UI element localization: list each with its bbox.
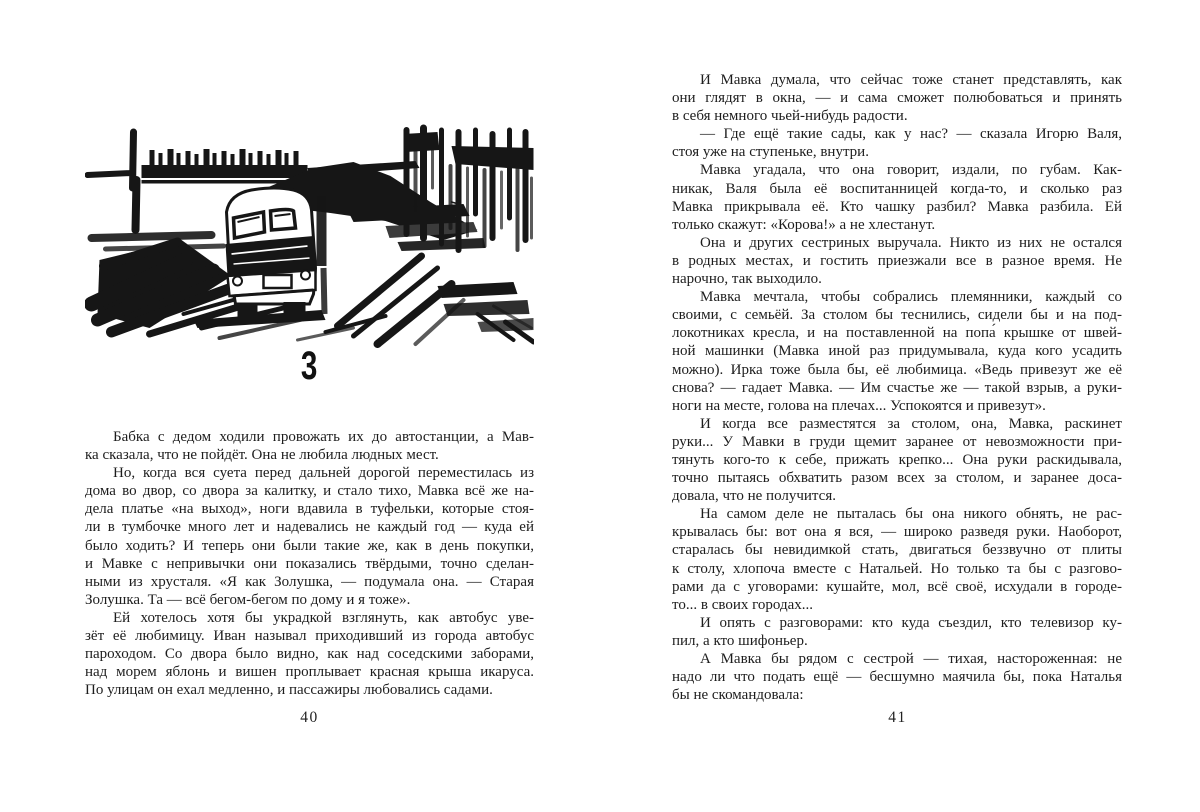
text-line: в родных местах, и гостить приезжали все в разное время. Не <box>672 252 1122 269</box>
paragraph <box>672 161 1122 233</box>
left-text-block <box>85 428 534 699</box>
text-line: было ходить? И теперь они были такие же, как в день покупки, <box>85 537 534 554</box>
text-line: довала, что не получится. <box>672 488 836 505</box>
text-line: ноги на месте, голова на плечах... Успокоятся и привезут». <box>672 397 1046 414</box>
text-line: Мавка угадала, что она говорит, издали, по губам. Как- <box>700 162 1122 179</box>
text-line: А Мавка бы рядом с сестрой — тихая, настороженная: не <box>700 651 1122 667</box>
page-number-left: 40 <box>300 709 319 726</box>
text-line: И Мавка думала, что сейчас тоже станет представлять, как <box>700 72 1122 88</box>
page-number-right: 41 <box>888 709 907 726</box>
text-line: старалась бы невидимкой стать, двигаться беззвучно от плиты <box>672 542 1122 559</box>
right-text-block <box>672 71 1122 704</box>
paragraph <box>85 609 534 699</box>
text-line: стоя уже на ступеньке, внутри. <box>672 144 869 161</box>
text-line: снова? — гадает Мавка. — Им счастье же — такой взрыв, а руки- <box>672 379 1122 396</box>
text-line: Мавка мечтала, чтобы собрались племянники, каждый со <box>700 289 1122 306</box>
text-line: рами да с уговорами: кушайте, мол, всё своё, исхудали в городе- <box>672 578 1122 595</box>
text-line: Но, когда вся суета перед дальней дорогой переместилась из <box>113 465 534 482</box>
text-line: зёт её любимицу. Иван называл приходивший из города автобус <box>85 628 534 645</box>
text-line: тянуть кого-то к себе, прижать крепко... Она руки раскидывала, <box>672 451 1122 468</box>
text-line: своими, с семьёй. За столом бы теснились, сидели бы и на под- <box>672 307 1122 324</box>
text-line: нарочно, так выходило. <box>672 271 822 288</box>
text-line: надо ли что подать ещё — бесшумно маячила бы, пока Наталья <box>672 669 1122 686</box>
text-line: ными из хрусталя. «Я как Золушка, — подумала она. — Старая <box>85 573 534 590</box>
text-line: к столу, хлопоча вместе с Натальей. Но только та бы с разгово- <box>672 560 1122 577</box>
text-line: над морем яблонь и вишен проплывает красная крыша икаруса. <box>85 664 534 681</box>
text-line: бы не скомандовала: <box>672 687 804 704</box>
text-line: Бабка с дедом ходили провожать их до автостанции, а Мав- <box>113 429 534 445</box>
text-line: и Мавке с непривычки они показались твёрдыми, точно сделан- <box>85 555 534 572</box>
text-line: пароходом. Со двора было видно, как над соседскими заборами, <box>85 646 534 663</box>
text-line: они глядят в окна, — и сама сможет полюбоваться и принять <box>672 90 1122 107</box>
text-line: руки... У Мавки в груди щемит заранее от невозможности при- <box>672 433 1122 450</box>
text-line: никак, Валя была её воспитанницей когда-то, и сколько раз <box>672 180 1122 197</box>
text-line: локотниках кресла, и на поставленной на попа́ крышке от швей- <box>672 325 1122 342</box>
paragraph <box>672 650 1122 704</box>
text-line: ной машинки (Мавка иной раз придумывала, куда кого усадить <box>672 343 1122 360</box>
text-line: И когда все разместятся за столом, она, Мавка, раскинет <box>700 415 1122 432</box>
text-line: Она и других сестриных выручала. Никто из них не остался <box>700 234 1122 251</box>
text-line: точно пытаясь обхватить разом всех за столом, и заранее доса- <box>672 470 1122 487</box>
paragraph <box>672 71 1122 125</box>
paragraph <box>672 288 1122 415</box>
text-line: пил, а кто шифоньер. <box>672 632 808 649</box>
paragraph <box>672 234 1122 288</box>
paragraph <box>672 415 1122 505</box>
text-line: крывалась бы: вот она я вся, — широко разведя руки. Наоборот, <box>672 524 1122 541</box>
paragraph <box>85 428 534 464</box>
paragraph <box>672 125 1122 161</box>
bus-illustration-svg <box>85 118 534 348</box>
text-line: Ей хотелось хотя бы украдкой взглянуть, как автобус уве- <box>113 609 534 626</box>
text-line: ка сказала, что не пойдёт. Она не любила людных мест. <box>85 447 439 464</box>
text-line: только скажут: «Корова!» а не хлестанут. <box>672 216 936 233</box>
text-line: И опять с разговорами: кто куда съездил, кто телевизор ку- <box>700 614 1122 631</box>
paragraph <box>672 614 1122 650</box>
paragraph <box>672 505 1122 614</box>
chapter-number: 3 <box>301 344 318 388</box>
text-line: На самом деле не пыталась бы она никого обнять, не рас- <box>700 506 1122 523</box>
text-line: Мавка прикрывала её. Кто чашку разбил? Мавка разбила. Ей <box>672 198 1122 215</box>
text-line: можно). Ирка тоже была бы, её любимица. «Ведь привезут же её <box>672 361 1122 378</box>
text-line: то... в своих городах... <box>672 596 813 613</box>
text-line: ли в тумбочке много лет и надевались не каждый год — куда ей <box>85 519 534 536</box>
text-line: — Где ещё такие сады, как у нас? — сказала Игорю Валя, <box>700 126 1122 143</box>
bus-illustration <box>85 118 534 348</box>
text-line: дома во двор, со двора за калитку, и стало тихо, Мавка всё же на- <box>85 483 534 500</box>
text-line: в себя немного чьей-нибудь радости. <box>672 108 908 125</box>
paragraph <box>85 464 534 609</box>
text-line: По улицам он ехал медленно, и пассажиры любовались садами. <box>85 682 493 699</box>
text-line: Золушка. Та — всё бегом-бегом по дому и я тоже». <box>85 591 411 608</box>
text-line: дела платье «на выход», ноги вдавила в туфельки, которые стоя- <box>85 501 534 518</box>
